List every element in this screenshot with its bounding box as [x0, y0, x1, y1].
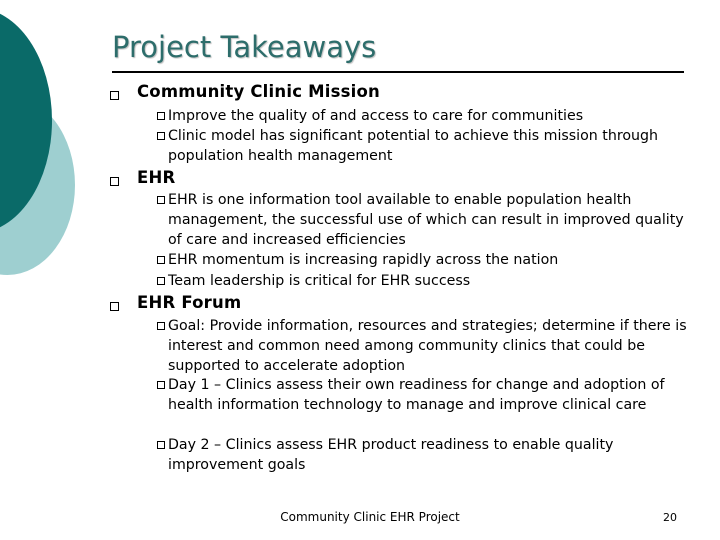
footer-text: Community Clinic EHR Project: [280, 510, 460, 524]
list-item: [168, 316, 688, 376]
list-item: [168, 106, 688, 126]
list-item-text: Day 1 – Clinics assess their own readiness for change and adoption of health information technology to manage and improve clinical care: [168, 377, 665, 413]
section-heading-mission: Community Clinic Mission: [137, 82, 380, 101]
sub-bullet-icon: [157, 441, 165, 449]
sub-bullet-icon: [157, 256, 165, 264]
sub-bullet-icon: [157, 132, 165, 140]
section-bullet-icon: [110, 302, 119, 311]
list-item: [168, 271, 688, 291]
list-item: [168, 250, 688, 270]
section-bullet-icon: [110, 177, 119, 186]
sub-bullet-icon: [157, 322, 165, 330]
slide-title: Project Takeaways: [112, 30, 377, 64]
list-item-text: Improve the quality of and access to care for communities: [168, 108, 584, 124]
list-item-text: EHR is one information tool available to enable population health management, the successful use of which can result in improved quality of care and increased efficiencies: [168, 192, 684, 248]
title-underline: [112, 71, 684, 73]
section-bullet-icon: [110, 91, 119, 100]
list-item-text: Team leadership is critical for EHR success: [168, 273, 471, 289]
list-item: [168, 435, 688, 475]
list-item-text: Clinic model has significant potential to achieve this mission through population health management: [168, 128, 659, 164]
list-item: [168, 126, 688, 166]
list-item-text: Day 2 – Clinics assess EHR product readiness to enable quality improvement goals: [168, 437, 614, 473]
list-item: [168, 375, 688, 415]
sub-bullet-icon: [157, 277, 165, 285]
section-heading-ehr-forum: EHR Forum: [137, 293, 242, 312]
list-item: [168, 190, 688, 250]
sub-bullet-icon: [157, 112, 165, 120]
sub-bullet-icon: [157, 381, 165, 389]
sub-bullet-icon: [157, 196, 165, 204]
list-item-text: Goal: Provide information, resources and strategies; determine if there is interest and common need among community clinics that could be supported to accelerate adoption: [168, 318, 687, 374]
list-item-text: EHR momentum is increasing rapidly across the nation: [168, 252, 559, 268]
section-heading-ehr: EHR: [137, 168, 176, 187]
page-number: 20: [663, 511, 677, 524]
